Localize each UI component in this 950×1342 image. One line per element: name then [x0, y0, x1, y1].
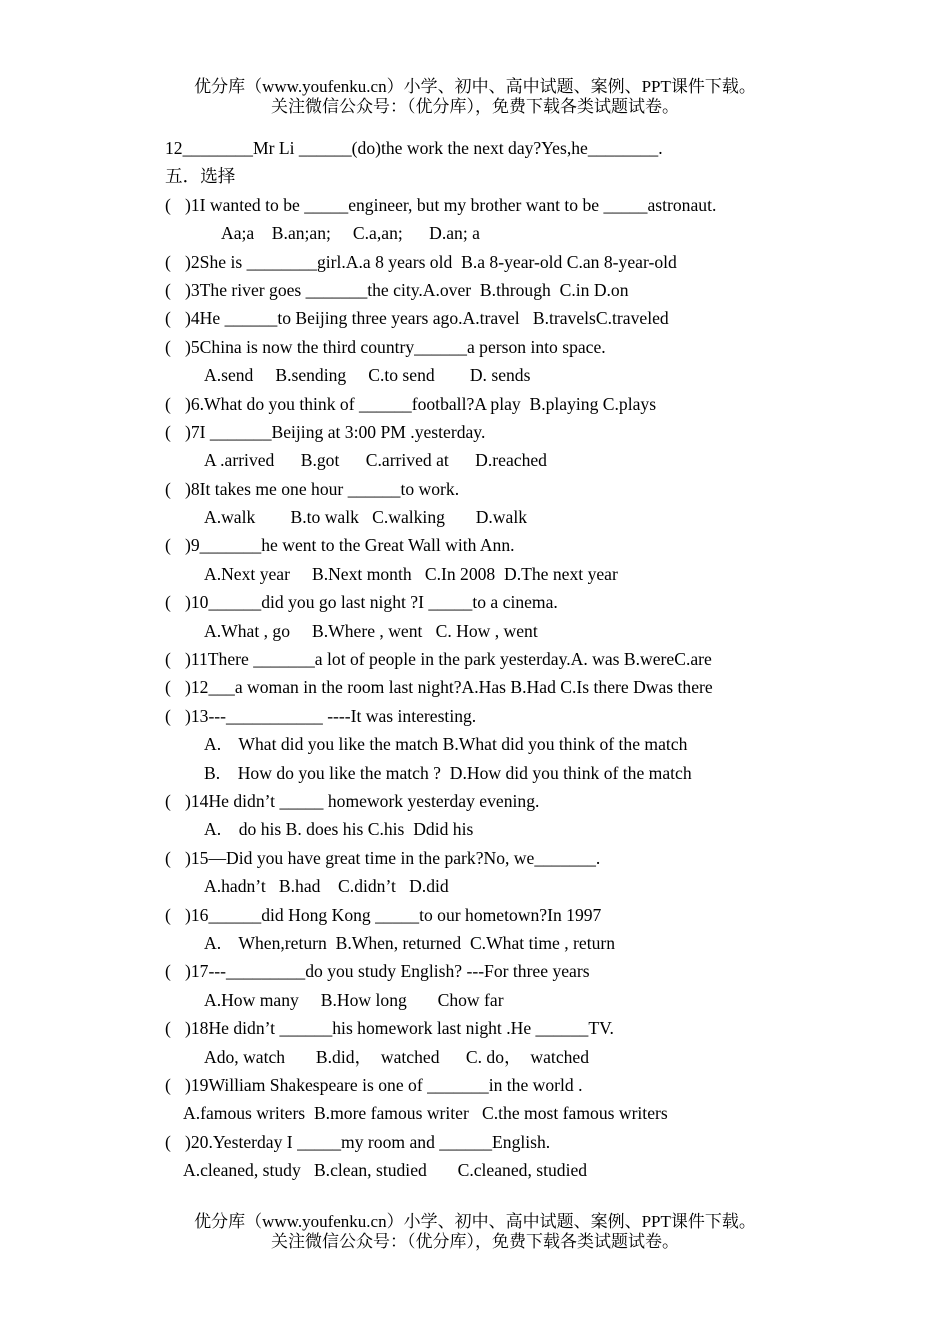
answer-bracket: ( — [165, 1018, 171, 1039]
exercise-body — [165, 134, 805, 1184]
question-text: )19William Shakespeare is one of _______in the world . — [185, 1074, 583, 1095]
question-17-options: A.How many B.How long Chow far — [204, 989, 504, 1010]
question-10-options: A.What , go B.Where , went C. How , went — [204, 620, 538, 641]
question-13-options-b: B. How do you like the match ? D.How did you think of the match — [204, 762, 692, 783]
answer-bracket: ( — [165, 336, 171, 357]
question-text: )14He didn’t _____ homework yesterday evening. — [185, 790, 540, 811]
question-3 — [165, 276, 805, 304]
question-text: )9_______he went to the Great Wall with Ann. — [185, 535, 515, 556]
header-line-2: 关注微信公众号：（优分库），免费下载各类试题试卷。 — [271, 97, 679, 116]
answer-bracket: ( — [165, 592, 171, 613]
question-14 — [165, 787, 805, 815]
footer-line-1: 优分库（www.youfenku.cn）小学、初中、高中试题、案例、PPT课件下载。 — [194, 1212, 756, 1231]
question-15 — [165, 844, 805, 872]
section-title: 五．选择 — [165, 166, 236, 187]
answer-bracket: ( — [165, 393, 171, 414]
header-line-1: 优分库（www.youfenku.cn）小学、初中、高中试题、案例、PPT课件下载。 — [194, 77, 756, 96]
question-8 — [165, 475, 805, 503]
question-text: )4He ______to Beijing three years ago.A.travel B.travelsC.traveled — [185, 308, 669, 329]
question-8-options: A.walk B.to walk C.walking D.walk — [204, 507, 528, 528]
fill-question-12: 12________Mr Li ______(do)the work the next day?Yes,he________. — [165, 138, 663, 158]
question-text: )17---_________do you study English? ---For three years — [185, 961, 590, 982]
question-text: )20.Yesterday I _____my room and ______English. — [185, 1131, 551, 1152]
question-9-options: A.Next year B.Next month C.In 2008 D.The next year — [204, 563, 618, 584]
answer-bracket: ( — [165, 251, 171, 272]
question-text: )15—Did you have great time in the park?No, we_______. — [185, 847, 601, 868]
question-5-options: A.send B.sending C.to send D. sends — [204, 365, 531, 386]
question-text: )5China is now the third country______a person into space. — [185, 336, 606, 357]
answer-bracket: ( — [165, 705, 171, 726]
question-7-options: A .arrived B.got C.arrived at D.reached — [204, 450, 547, 471]
footer-line-2: 关注微信公众号：（优分库），免费下载各类试题试卷。 — [271, 1232, 679, 1251]
question-2 — [165, 248, 805, 276]
question-text: )1I wanted to be _____engineer, but my brother want to be _____astronaut. — [185, 194, 717, 215]
question-16-options: A. When,return B.When, returned C.What time , return — [204, 932, 616, 953]
question-text: )7I _______Beijing at 3:00 PM .yesterday. — [185, 421, 486, 442]
question-text: )12___a woman in the room last night?A.Has B.Had C.Is there Dwas there — [185, 677, 713, 698]
question-19-options: A.famous writers B.more famous writer C.the most famous writers — [183, 1103, 668, 1124]
answer-bracket: ( — [165, 1131, 171, 1152]
question-20-options: A.cleaned, study B.clean, studied C.cleaned, studied — [183, 1160, 588, 1181]
answer-bracket: ( — [165, 904, 171, 925]
question-18 — [165, 1014, 805, 1042]
page-footer — [0, 1212, 950, 1252]
question-20 — [165, 1128, 805, 1156]
answer-bracket: ( — [165, 194, 171, 215]
question-13 — [165, 702, 805, 730]
answer-bracket: ( — [165, 677, 171, 698]
answer-bracket: ( — [165, 535, 171, 556]
question-text: )13---___________ ----It was interesting. — [185, 705, 477, 726]
question-text: )3The river goes _______the city.A.over B.through C.in D.on — [185, 279, 629, 300]
answer-bracket: ( — [165, 478, 171, 499]
question-text: )6.What do you think of ______football?A play B.playing C.plays — [185, 393, 657, 414]
question-9 — [165, 531, 805, 559]
question-19 — [165, 1071, 805, 1099]
page-header — [0, 77, 950, 117]
question-7 — [165, 418, 805, 446]
answer-bracket: ( — [165, 279, 171, 300]
question-13-options-a: A. What did you like the match B.What did you think of the match — [204, 734, 688, 755]
question-17 — [165, 957, 805, 985]
question-4 — [165, 304, 805, 332]
question-text: )8It takes me one hour ______to work. — [185, 478, 460, 499]
question-11 — [165, 645, 805, 673]
question-1 — [165, 191, 805, 219]
question-5 — [165, 333, 805, 361]
question-text: )18He didn’t ______his homework last night .He ______TV. — [185, 1018, 614, 1039]
question-14-options: A. do his B. does his C.his Ddid his — [204, 819, 474, 840]
answer-bracket: ( — [165, 649, 171, 670]
question-text: )10______did you go last night ?I _____to a cinema. — [185, 592, 558, 613]
question-16 — [165, 901, 805, 929]
answer-bracket: ( — [165, 790, 171, 811]
question-text: )2She is ________girl.A.a 8 years old B.a 8-year-old C.an 8-year-old — [185, 251, 677, 272]
question-text: )16______did Hong Kong _____to our hometown?In 1997 — [185, 904, 602, 925]
answer-bracket: ( — [165, 961, 171, 982]
question-6 — [165, 390, 805, 418]
question-15-options: A.hadn’t B.had C.didn’t D.did — [204, 876, 449, 897]
answer-bracket: ( — [165, 421, 171, 442]
question-10 — [165, 588, 805, 616]
answer-bracket: ( — [165, 1074, 171, 1095]
question-text: )11There _______a lot of people in the park yesterday.A. was B.wereC.are — [185, 649, 712, 670]
question-18-options: Ado, watch B.did， watched C. do， watched — [204, 1046, 590, 1067]
answer-bracket: ( — [165, 847, 171, 868]
question-12 — [165, 673, 805, 701]
answer-bracket: ( — [165, 308, 171, 329]
question-1-options: Aa;a B.an;an; C.a,an; D.an; a — [221, 223, 480, 244]
